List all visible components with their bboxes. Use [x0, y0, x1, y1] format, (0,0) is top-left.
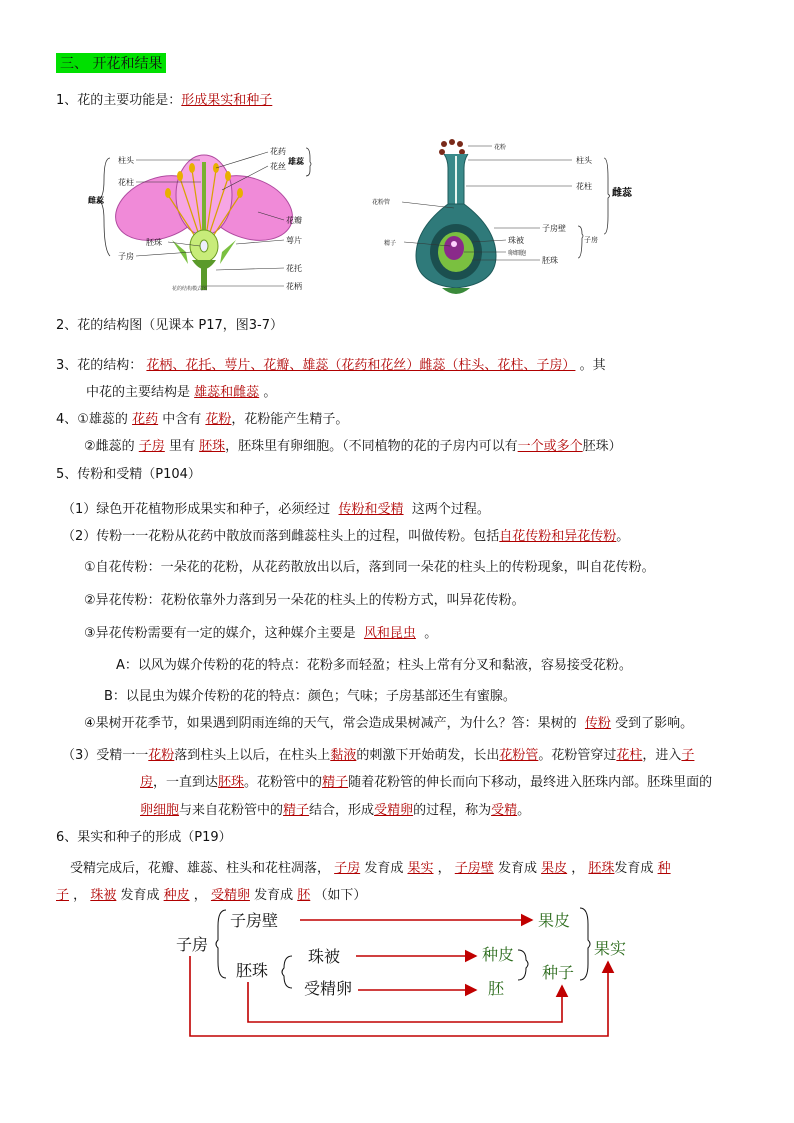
q4-line1: 4、①雄蕊的 花药 中含有 花粉，花粉能产生精子。 [56, 412, 349, 427]
section-title: 三、 开花和结果 [56, 53, 166, 73]
label-integument: 珠被 [508, 236, 524, 245]
q6-line1: 受精完成后，花瓣、雄蕊、柱头和花柱凋落， 子房 发育成 果实 ， 子房壁 发育成 果皮 ， 胚珠发育成 种 [70, 861, 671, 876]
q3-line2-prefix: 中花的主要结构是 [86, 385, 191, 400]
label-pistil: 雌蕊 [88, 196, 104, 205]
label-ovary-2: 子房 [584, 236, 598, 244]
q3-answer2: 雄蕊和雌蕊 [194, 385, 260, 400]
pistil-section-figure [372, 138, 634, 304]
q5-p2d: ④果树开花季节，如果遇到阴雨连绵的天气，常会造成果树减产，为什么？答：果树的 传粉 受到了影响。 [84, 716, 694, 731]
q5-p2a: ①自花传粉：一朵花的花粉，从花药散放出以后，落到同一朵花的柱头上的传粉现象，叫自花传粉。 [84, 560, 655, 575]
node-seed-coat: 种皮 [482, 945, 515, 964]
q5-p3-line2: 房，一直到达胚珠。花粉管中的精子随着花粉管的伸长而向下移动，最终进入胚珠内部。胚珠里面的 [140, 775, 713, 790]
label-stamen: 雄蕊 [288, 157, 304, 166]
label-pollen-tube: 花粉管 [372, 199, 391, 206]
node-seed: 种子 [542, 963, 575, 982]
node-fruit: 果实 [594, 939, 627, 958]
label-petal: 花瓣 [286, 216, 302, 225]
q5-p2A: A：以风为媒介传粉的花的特点：花粉多而轻盈；柱头上常有分叉和黏液，容易接受花粉。 [116, 658, 632, 673]
q5-p3-line3: 卵细胞与来自花粉管中的精子结合，形成受精卵的过程，称为受精。 [140, 803, 531, 818]
q5-p2: （2）传粉一一花粉从花药中散放而落到雌蕊柱头上的过程，叫做传粉。包括自花传粉和异花传粉。 [62, 529, 630, 544]
node-ovule: 胚珠 [236, 961, 269, 980]
label-sperm: 精子 [384, 240, 397, 247]
development-diagram [168, 900, 638, 1046]
node-ovary: 子房 [176, 935, 209, 954]
label-stigma-2: 柱头 [576, 156, 592, 165]
ovule [200, 240, 208, 252]
label-ovary: 子房 [118, 252, 134, 261]
q3-suffix2: 。 [263, 385, 277, 400]
q1-answer: 形成果实和种子 [181, 93, 273, 108]
label-receptacle: 花托 [286, 264, 302, 273]
label-pistil-2: 雌蕊 [612, 188, 632, 199]
q5-p2B: B：以昆虫为媒介传粉的花的特点：颜色；气味；子房基部还生有蜜腺。 [104, 689, 516, 704]
q3-suffix1: 。其 [579, 358, 606, 373]
node-ovary-wall: 子房壁 [230, 911, 279, 930]
q5-p2b: ②异花传粉：花粉依靠外力落到另一朵花的柱头上的传粉方式，叫异花传粉。 [84, 593, 525, 608]
label-ovule-2: 胚珠 [542, 256, 558, 265]
label-ovule: 胚珠 [146, 238, 162, 247]
label-filament: 花丝 [270, 162, 286, 171]
q5-title: 5、传粉和受精（P104） [56, 467, 201, 482]
q3-answer1: 花柄、花托、萼片、花瓣、雄蕊（花药和花丝）雌蕊（柱头、花柱、子房） [146, 358, 576, 373]
label-sepal: 萼片 [286, 236, 302, 245]
fig1-caption: 花的结构模式图 [172, 286, 208, 292]
node-pericarp: 果皮 [538, 911, 571, 930]
q5-p1: （1）绿色开花植物形成果实和种子，必须经过 传粉和受精 这两个过程。 [62, 502, 490, 517]
egg-cell-area [444, 236, 464, 260]
label-flower-stalk: 花柄 [286, 282, 302, 291]
label-style: 花柱 [118, 178, 134, 187]
q5-p3-line1: （3）受精一一花粉落到柱头上以后，在柱头上黏液的刺激下开始萌发，长出花粉管。花粉管穿过花柱，进入子 [62, 748, 695, 763]
node-integument: 珠被 [308, 947, 341, 966]
flower-structure-figure [88, 140, 326, 298]
label-pollen: 花粉 [494, 144, 507, 151]
q1-prefix: 1、花的主要功能是： [56, 93, 182, 108]
node-embryo: 胚 [488, 979, 505, 998]
q6-title: 6、果实和种子的形成（P19） [56, 830, 232, 845]
q3-line1 [56, 354, 606, 373]
label-style-2: 花柱 [576, 182, 592, 191]
node-zygote: 受精卵 [304, 979, 353, 998]
egg-nucleus [451, 241, 457, 247]
q5-p2c: ③异花传粉需要有一定的媒介，这种媒介主要是 风和昆虫 。 [84, 626, 438, 641]
q3-prefix: 3、花的结构： [56, 358, 143, 373]
label-egg-cell: 卵细胞 [508, 250, 527, 257]
q6-line2: 子 ， 珠被 发育成 种皮 ， 受精卵 发育成 胚 （如下） [56, 888, 367, 903]
label-stigma: 柱头 [118, 156, 134, 165]
arrow-ovule-to-seed [248, 982, 562, 1022]
label-ovary-wall: 子房壁 [542, 224, 566, 233]
q3-line2 [86, 381, 276, 400]
label-anther: 花药 [270, 147, 286, 156]
q4-line2: ②雌蕊的 子房 里有 胚珠，胚珠里有卵细胞。（不同植物的花的子房内可以有一个或多个胚珠） [84, 439, 622, 454]
q2: 2、花的结构图（见课本 P17，图3-7） [56, 318, 284, 333]
q1 [56, 89, 272, 108]
